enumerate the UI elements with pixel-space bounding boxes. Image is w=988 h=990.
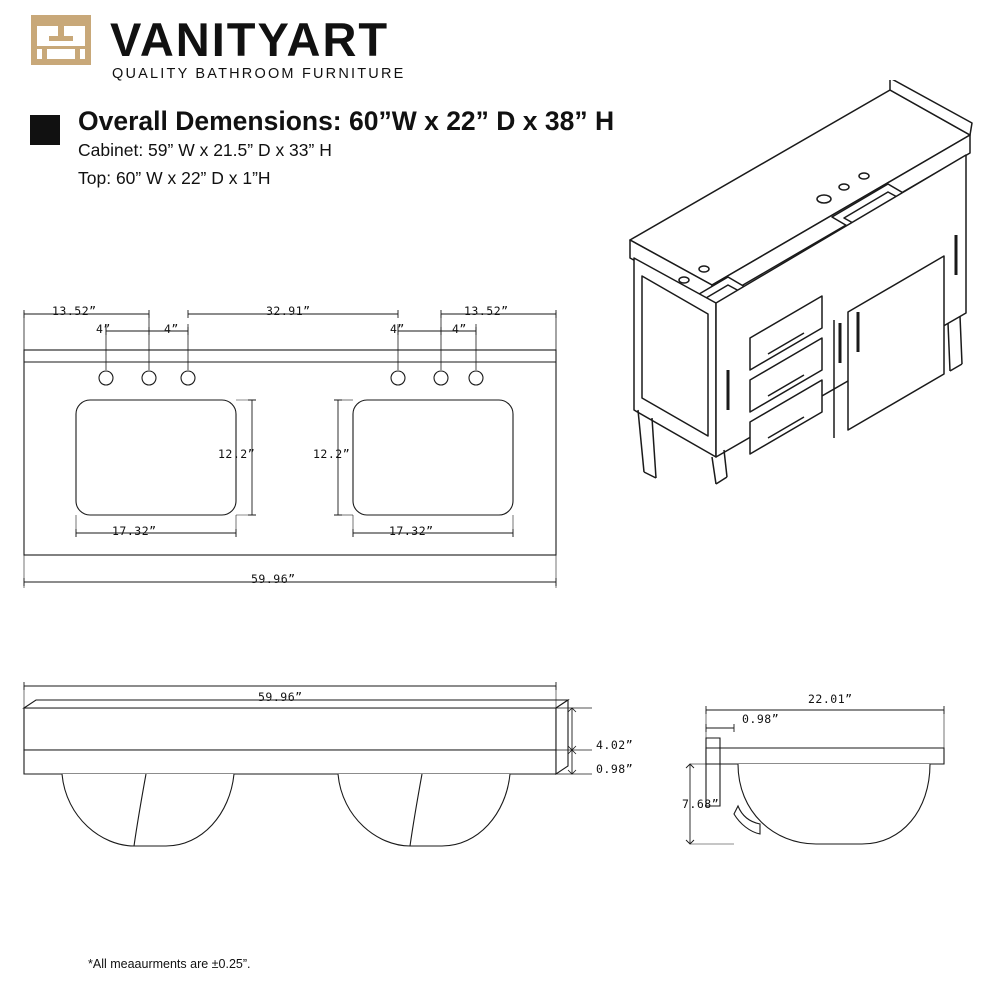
dim-basin-width-right: 17.32” xyxy=(389,524,434,538)
isometric-vanity-illustration xyxy=(600,80,988,490)
brand-header xyxy=(30,14,450,94)
dim-center-span: 32.91” xyxy=(266,304,311,318)
dim-backsplash-height: 4.02” xyxy=(596,738,634,752)
dim-faucet-spread-r2: 4” xyxy=(452,322,467,336)
dim-side-depth: 22.01” xyxy=(808,692,853,706)
dim-overall-width-top: 59.96” xyxy=(251,572,296,586)
side-view-drawing xyxy=(676,688,976,868)
cabinet-dimensions-text: Cabinet: 59” W x 21.5” D x 33” H xyxy=(78,140,332,160)
brand-name: VANITYART xyxy=(110,13,390,66)
footnote: *All meaaurments are ±0.25”. xyxy=(88,957,251,971)
dim-basin-depth-right: 12.2” xyxy=(313,447,351,461)
dim-left-edge-to-faucet: 13.52” xyxy=(52,304,97,318)
top-view-drawing xyxy=(16,300,576,600)
dim-basin-depth-side: 7.68” xyxy=(682,797,720,811)
dim-side-top-thickness: 0.98” xyxy=(742,712,780,726)
top-dimensions-text: Top: 60” W x 22” D x 1”H xyxy=(78,168,271,188)
brand-tagline: QUALITY BATHROOM FURNITURE xyxy=(112,66,406,82)
dim-overall-width-front: 59.96” xyxy=(258,690,303,704)
dim-basin-width-left: 17.32” xyxy=(112,524,157,538)
front-view-drawing xyxy=(16,678,596,858)
page-title: Overall Demensions: 60”W x 22” D x 38” H xyxy=(78,106,615,136)
dim-faucet-spread-l1: 4” xyxy=(96,322,111,336)
black-square-bullet-icon xyxy=(30,115,60,145)
dim-basin-depth-left: 12.2” xyxy=(218,447,256,461)
dim-right-edge-to-faucet: 13.52” xyxy=(464,304,509,318)
dim-faucet-spread-r1: 4” xyxy=(390,322,405,336)
vanity-cabinet-logo-icon xyxy=(30,14,92,66)
dim-top-thickness-front: 0.98” xyxy=(596,762,634,776)
dim-faucet-spread-l2: 4” xyxy=(164,322,179,336)
